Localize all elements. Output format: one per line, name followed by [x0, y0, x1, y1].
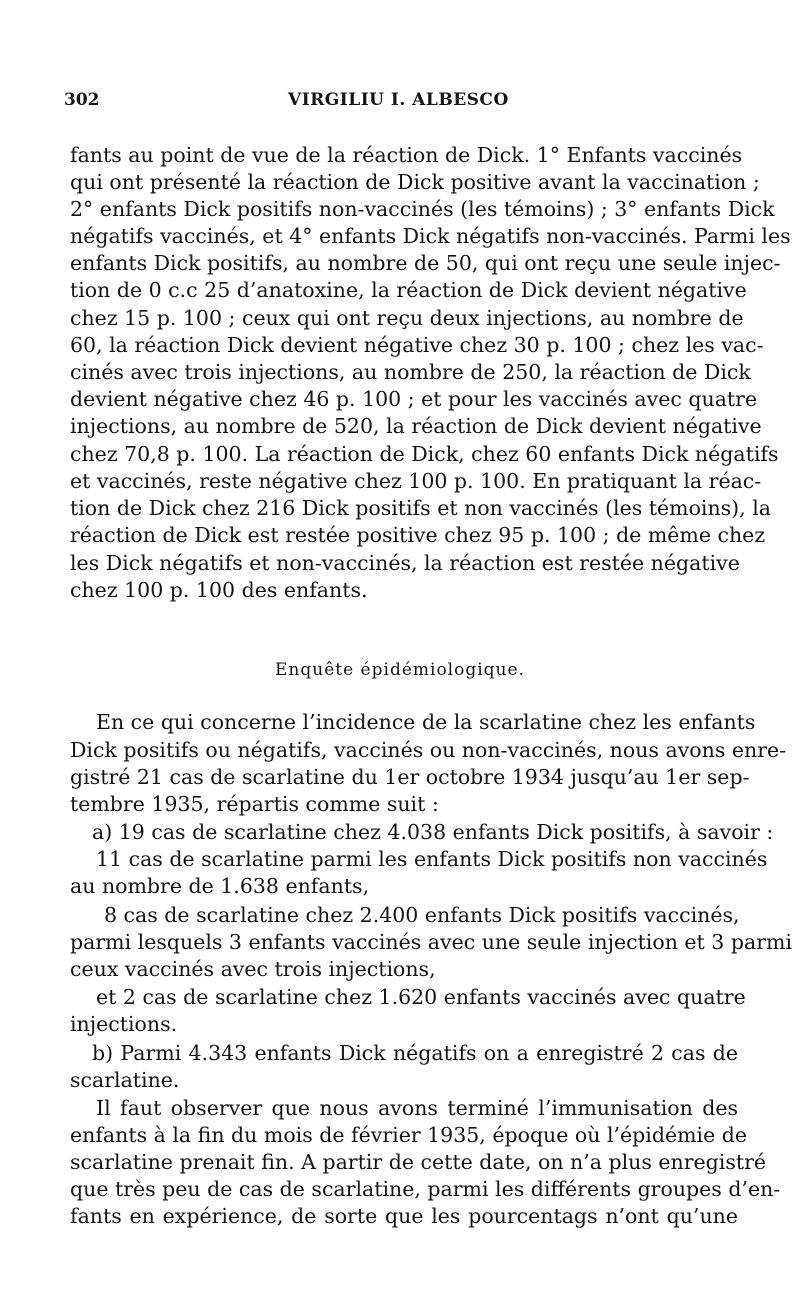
text-line: Dick positifs ou négatifs, vaccinés ou non-vaccinés, nous avons enre-	[70, 738, 787, 762]
text-line: négatifs vaccinés, et 4° enfants Dick négatifs non-vaccinés. Parmi les	[70, 224, 791, 248]
text-line: a) 19 cas de scarlatine chez 4.038 enfants Dick positifs, à savoir :	[92, 820, 774, 844]
text-line: tion de Dick chez 216 Dick positifs et non vaccinés (les témoins), la	[70, 496, 771, 520]
section-heading: Enquête épidémiologique.	[275, 660, 525, 680]
text-line: tembre 1935, répartis comme suit :	[70, 792, 439, 816]
text-line: scarlatine.	[70, 1068, 180, 1092]
text-line: 60, la réaction Dick devient négative chez 30 p. 100 ; chez les vac-	[70, 333, 764, 357]
text-line: chez 15 p. 100 ; ceux qui ont reçu deux injections, au nombre de	[70, 306, 744, 330]
text-line: qui ont présenté la réaction de Dick positive avant la vaccination ;	[70, 170, 760, 194]
text-line: et 2 cas de scarlatine chez 1.620 enfants vaccinés avec quatre	[96, 985, 746, 1009]
text-line: parmi lesquels 3 enfants vaccinés avec une seule injection et 3 parmi	[70, 930, 793, 954]
text-line: fants au point de vue de la réaction de Dick. 1° Enfants vaccinés	[70, 143, 743, 167]
text-line: au nombre de 1.638 enfants,	[70, 874, 370, 898]
text-line: b) Parmi 4.343 enfants Dick négatifs on a enregistré 2 cas de	[92, 1041, 738, 1065]
text-line: injections, au nombre de 520, la réaction de Dick devient négative	[70, 414, 762, 438]
text-line: fants en expérience, de sorte que les pourcentags n’ont qu’une	[70, 1204, 738, 1228]
text-line: chez 70,8 p. 100. La réaction de Dick, chez 60 enfants Dick négatifs	[70, 442, 779, 466]
text-line: gistré 21 cas de scarlatine du 1er octobre 1934 jusqu’au 1er sep-	[70, 765, 750, 789]
text-line: et vaccinés, reste négative chez 100 p. 100. En pratiquant la réac-	[70, 469, 762, 493]
text-line: scarlatine prenait fin. A partir de cette date, on n’a plus enregistré	[70, 1150, 767, 1174]
text-line: ceux vaccinés avec trois injections,	[70, 957, 436, 981]
text-line: 11 cas de scarlatine parmi les enfants Dick positifs non vaccinés	[96, 847, 768, 871]
text-line: cinés avec trois injections, au nombre de 250, la réaction de Dick	[70, 360, 751, 384]
text-line: réaction de Dick est restée positive chez 95 p. 100 ; de même chez	[70, 523, 766, 547]
running-title: VIRGILIU I. ALBESCO	[288, 90, 509, 110]
text-line: chez 100 p. 100 des enfants.	[70, 578, 368, 602]
text-line: les Dick négatifs et non-vaccinés, la réaction est restée négative	[70, 551, 740, 575]
text-line: que très peu de cas de scarlatine, parmi les différents groupes d’en-	[70, 1177, 781, 1201]
text-line: devient négative chez 46 p. 100 ; et pour les vaccinés avec quatre	[70, 387, 758, 411]
text-line: enfants à la fin du mois de février 1935, époque où l’épidémie de	[70, 1123, 748, 1147]
page-header	[64, 90, 736, 118]
text-line: injections.	[70, 1012, 178, 1036]
text-line: 2° enfants Dick positifs non-vaccinés (les témoins) ; 3° enfants Dick	[70, 197, 775, 221]
text-line: 8 cas de scarlatine chez 2.400 enfants Dick positifs vaccinés,	[104, 903, 740, 927]
text-line: tion de 0 c.c 25 d’anatoxine, la réaction de Dick devient négative	[70, 278, 747, 302]
text-line: enfants Dick positifs, au nombre de 50, qui ont reçu une seule injec-	[70, 251, 781, 275]
text-line: Il faut observer que nous avons terminé l’immunisation des	[96, 1096, 738, 1120]
text-line: En ce qui concerne l’incidence de la scarlatine chez les enfants	[96, 710, 756, 734]
page-number: 302	[64, 90, 100, 110]
